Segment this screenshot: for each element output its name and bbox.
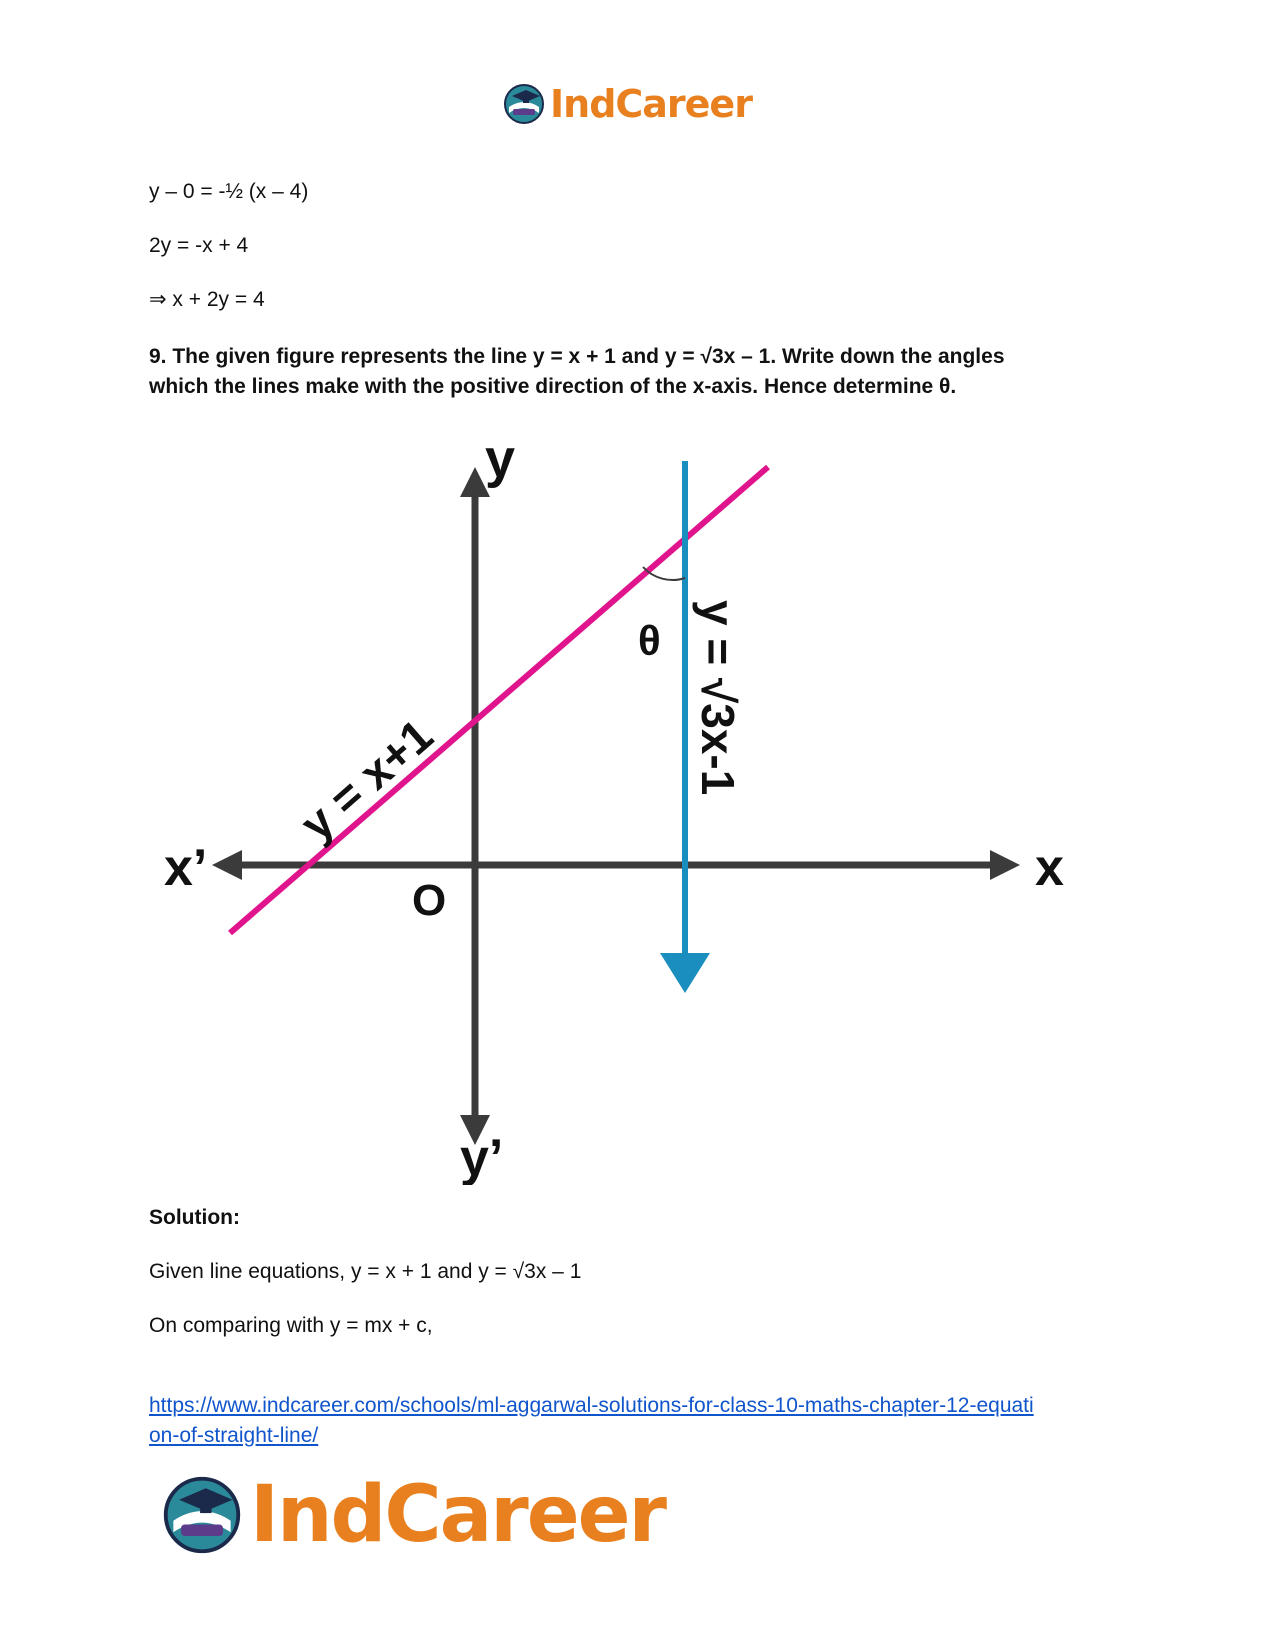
x-axis-neg-arrow [212,850,242,880]
equation-line-1: y – 0 = -½ (x – 4) [149,180,309,203]
source-link-line-2[interactable]: on-of-straight-line/ [149,1424,319,1447]
equation-line-3: ⇒ x + 2y = 4 [149,288,265,311]
source-link-line-1[interactable]: https://www.indcareer.com/schools/ml-aggarwal-solutions-for-class-10-maths-chapter-12-equati [149,1394,1034,1417]
coordinate-figure [150,445,1100,1185]
brand-logo-bottom[interactable] [160,1470,665,1560]
brand-wordmark: IndCareer [250,1470,665,1560]
equation-line-2: 2y = -x + 4 [149,234,249,257]
line2-label: y = √3x-1 [692,600,744,796]
theta-label: θ [638,617,661,664]
solution-text-1: Given line equations, y = x + 1 and y = √3x – 1 [149,1260,582,1283]
globe-icon [502,82,546,126]
line1-label: y = x+1 [290,708,443,851]
solution-heading: Solution: [149,1206,240,1229]
x-axis-pos-arrow [990,850,1020,880]
brand-logo-top[interactable] [502,80,752,128]
x-axis-neg-label: x’ [164,839,208,897]
brand-wordmark: IndCareer [550,82,752,126]
solution-text-2: On comparing with y = mx + c, [149,1314,433,1337]
question-line-1: 9. The given figure represents the line y = x + 1 and y = √3x – 1. Write down the angles [149,345,1005,368]
question-9 [149,342,1139,402]
question-line-2: which the lines make with the positive direction of the x-axis. Hence determine θ. [149,375,957,398]
origin-label: O [412,876,447,925]
x-axis-label: x [1035,839,1064,897]
y-axis-neg-label: y’ [460,1129,504,1185]
globe-icon [160,1473,244,1557]
blue-line-arrow [660,953,710,993]
y-axis-label: y [485,445,516,489]
source-link[interactable] [149,1391,1139,1451]
